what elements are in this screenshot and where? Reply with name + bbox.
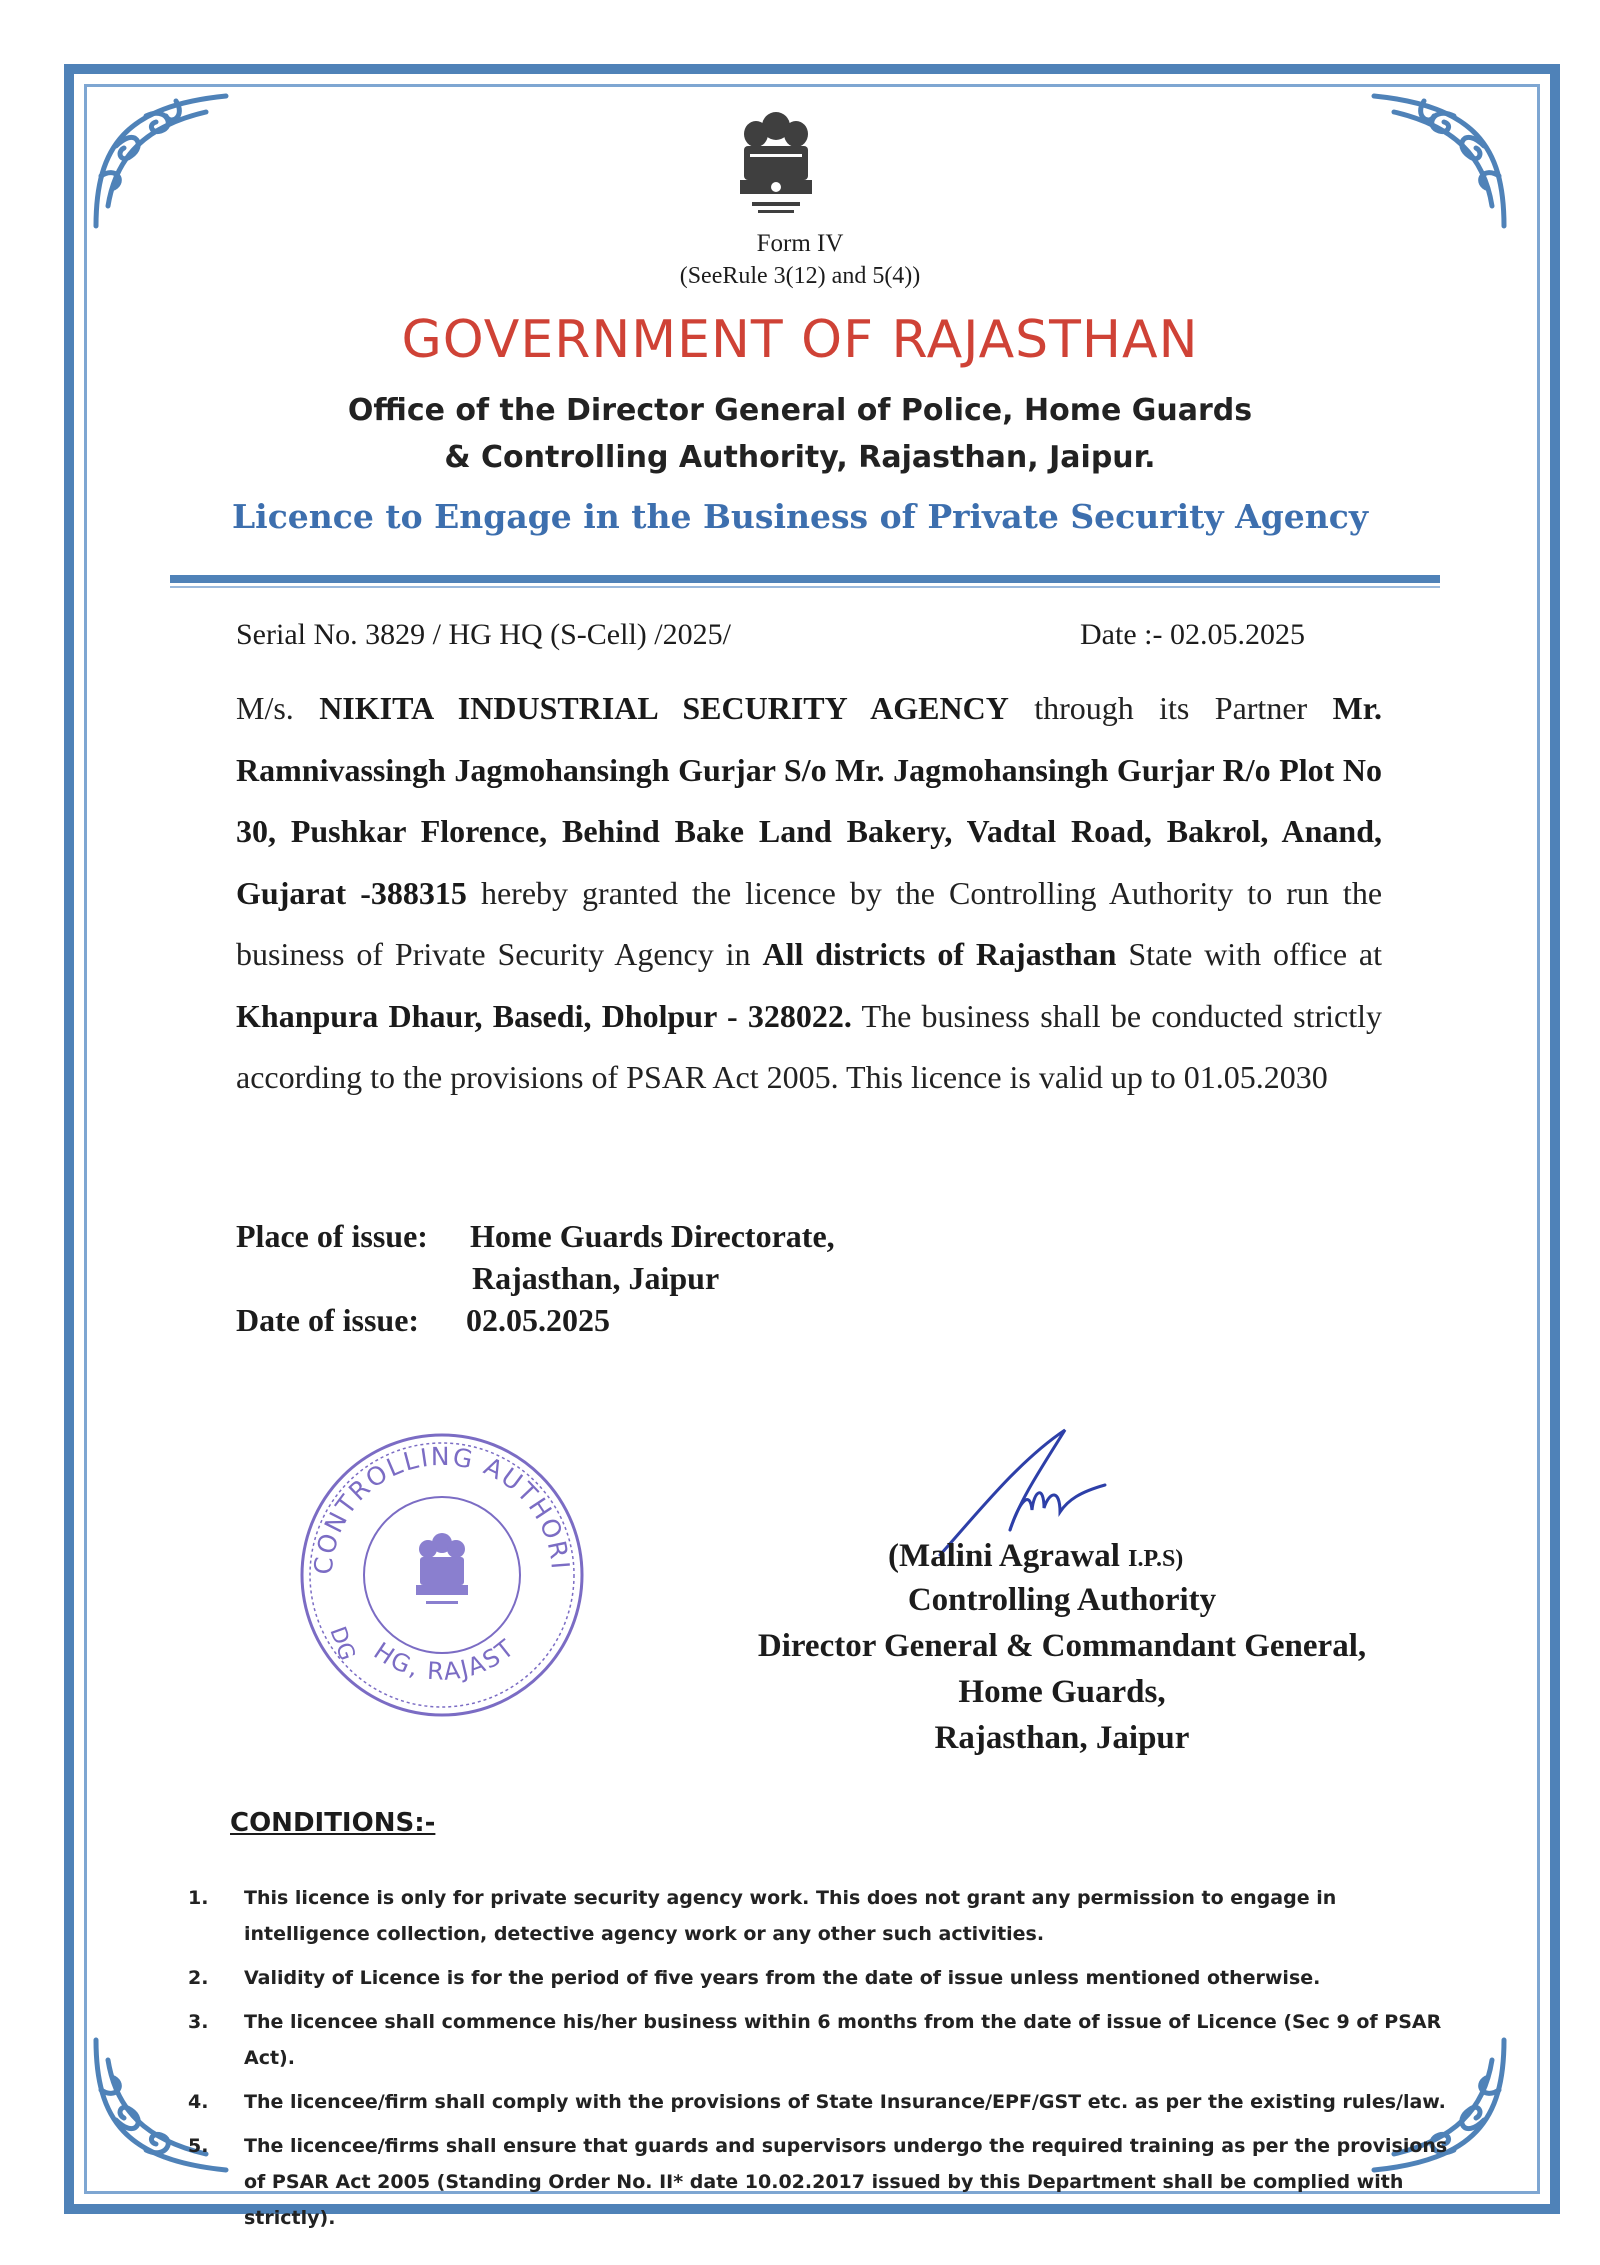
granted-text: hereby granted the licence by the Controlling Authority to run the business of Private Security Agency in: [236, 874, 1383, 972]
through-partner: through its Partner: [1034, 690, 1308, 726]
licence-title: Licence to Engage in the Business of Private Security Agency: [231, 497, 1369, 536]
divider: [170, 575, 1440, 583]
national-emblem-icon: [730, 98, 822, 228]
condition-item: [188, 1880, 1458, 1952]
condition-text: The licencee/firms shall ensure that guards and supervisors undergo the required training as per the provisions of PSAR Act 2005 (Standing Order No. II* date 10.02.2017 issued by this Department shall be complied with strictly).: [244, 2135, 1448, 2229]
form-title: Form IV: [756, 230, 844, 257]
conditions-heading: CONDITIONS:-: [230, 1808, 436, 1838]
condition-item: [188, 1960, 1458, 1996]
certificate-date: Date :- 02.05.2025: [1080, 618, 1305, 651]
condition-number: 2.: [188, 1967, 209, 1989]
place-of-issue-line1: Home Guards Directorate,: [470, 1218, 835, 1254]
seal-bottom-text: HG, RAJAST: [368, 1633, 521, 1686]
partner-details: Mr. Ramnivassingh Jagmohansingh Gurjar S/o Mr. Jagmohansingh Gurjar R/o Plot No 30, Pushkar Florence, Behind Bake Land Bakery, Vadtal Road, Bakrol, Anand, Gujarat -388315: [236, 690, 1383, 911]
agency-name: NIKITA INDUSTRIAL SECURITY AGENCY: [319, 690, 1009, 726]
condition-number: 1.: [188, 1887, 209, 1909]
signatory-location: Rajasthan, Jaipur: [934, 1720, 1190, 1756]
condition-text: The licencee/firm shall comply with the provisions of State Insurance/EPF/GST etc. as per the existing rules/law.: [244, 2091, 1446, 2113]
signatory-name: (Malini Agrawal: [888, 1538, 1120, 1574]
signatory-dept: Home Guards,: [958, 1674, 1166, 1710]
state-office-text: State with office at: [1128, 936, 1383, 972]
licence-body: [236, 678, 1382, 1109]
condition-number: 4.: [188, 2091, 209, 2113]
seal-left-text: DG: [324, 1623, 360, 1665]
form-rule: (SeeRule 3(12) and 5(4)): [679, 263, 921, 289]
office-line-2: & Controlling Authority, Rajasthan, Jaipur.: [444, 440, 1156, 475]
date-of-issue-label: Date of issue:: [236, 1302, 420, 1338]
serial-number: Serial No. 3829 / HG HQ (S-Cell) /2025/: [236, 618, 731, 651]
signatory-role: Controlling Authority: [907, 1582, 1217, 1618]
place-of-issue-line2: Rajasthan, Jaipur: [472, 1260, 720, 1296]
condition-item: [188, 2004, 1458, 2076]
provisions-text: The business shall be conducted strictly according to the provisions of PSAR Act 2005. This licence is valid up to 01.05.2030: [236, 997, 1382, 1095]
condition-item: [188, 2128, 1458, 2236]
conditions-list: [188, 1880, 1458, 2244]
office-line-1: Office of the Director General of Police, Home Guards: [347, 393, 1253, 428]
signatory-name-line: [888, 1538, 1183, 1575]
ms-prefix: M/s.: [236, 690, 294, 726]
seal-top-text: CONTROLLING AUTHORI: [308, 1441, 575, 1576]
seal-emblem-icon: [416, 1533, 468, 1604]
condition-number: 3.: [188, 2011, 209, 2033]
corner-ornament-icon: [86, 86, 236, 236]
signatory-suffix: I.P.S): [1128, 1546, 1184, 1572]
condition-text: The licencee shall commence his/her business within 6 months from the date of issue of Licence (Sec 9 of PSAR Act).: [244, 2011, 1442, 2069]
condition-item: [188, 2084, 1458, 2120]
condition-text: Validity of Licence is for the period of five years from the date of issue unless mentioned otherwise.: [244, 1967, 1321, 1989]
signatory-designation: Director General & Commandant General,: [757, 1628, 1367, 1664]
condition-text: This licence is only for private security agency work. This does not grant any permission to engage in intelligence collection, detective agency work or any other such activities.: [244, 1887, 1337, 1945]
government-title: GOVERNMENT OF RAJASTHAN: [401, 310, 1199, 370]
corner-ornament-icon: [1364, 86, 1514, 236]
controlling-authority-seal: [292, 1425, 592, 1725]
licence-area: All districts of Rajasthan: [762, 936, 1117, 972]
divider: [170, 586, 1440, 588]
place-of-issue-label: Place of issue:: [236, 1218, 428, 1254]
office-address: Khanpura Dhaur, Basedi, Dholpur - 328022.: [236, 997, 852, 1034]
date-of-issue-value: 02.05.2025: [466, 1302, 610, 1338]
condition-number: 5.: [188, 2135, 209, 2157]
